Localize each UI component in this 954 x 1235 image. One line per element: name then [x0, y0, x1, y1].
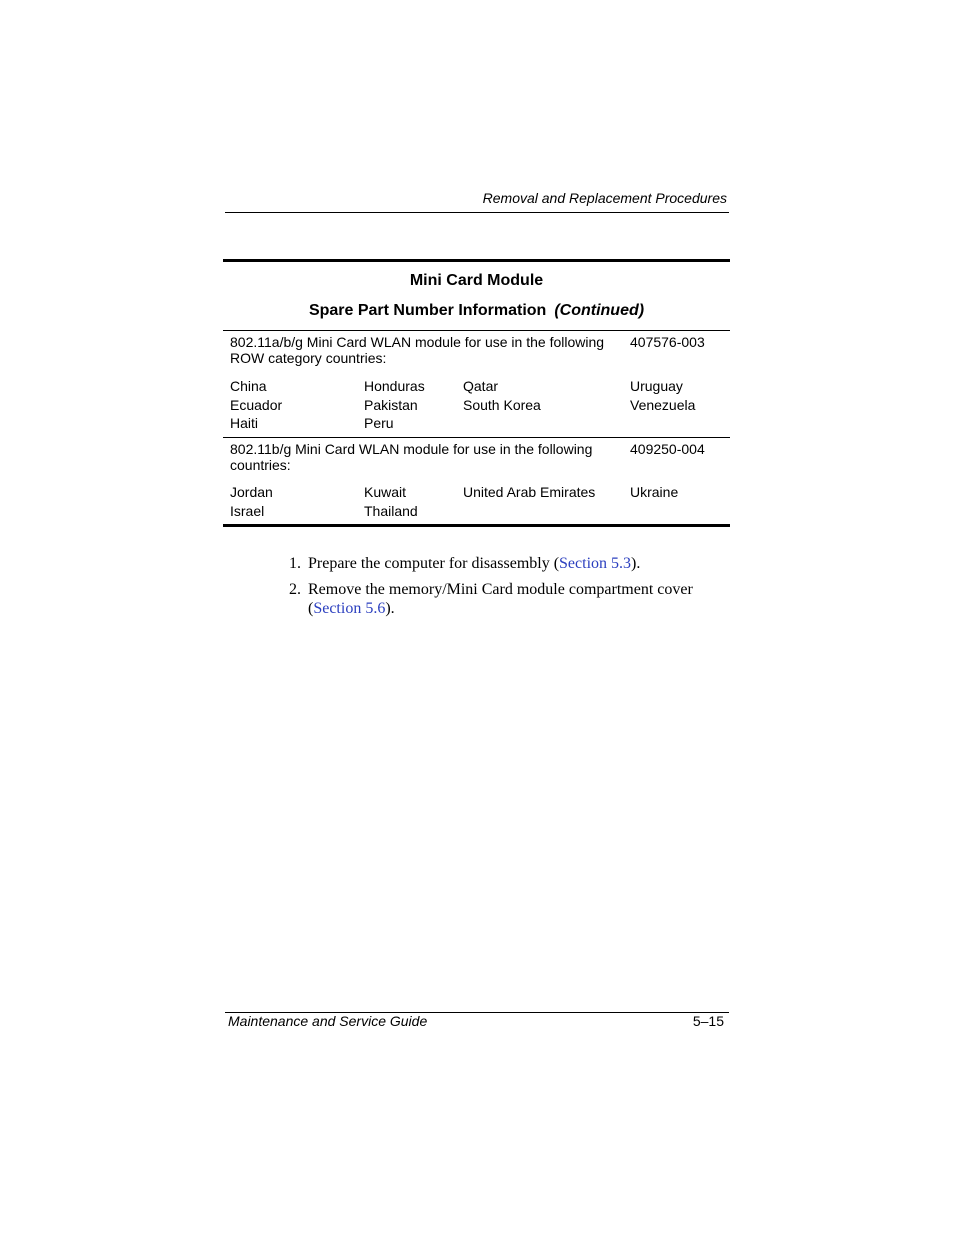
section-5-6-link[interactable]: Section 5.6	[313, 600, 386, 617]
table-top-rule	[223, 259, 730, 262]
country-column	[364, 483, 418, 520]
step-text-end: ).	[385, 600, 395, 617]
country: Israel	[230, 502, 265, 519]
list-item	[289, 554, 729, 573]
country: Kuwait	[364, 484, 407, 500]
country: Jordan	[230, 484, 273, 500]
country-column	[630, 377, 695, 414]
country-column	[463, 483, 595, 502]
country: Qatar	[463, 378, 499, 394]
page-number: 5–15	[692, 1013, 724, 1029]
step-text-end: ).	[631, 555, 641, 572]
country-column	[230, 377, 282, 433]
table-subtitle	[223, 300, 730, 322]
country: Ukraine	[630, 484, 679, 500]
header-rule	[225, 212, 729, 213]
table-row	[223, 438, 730, 524]
table-row	[223, 331, 730, 437]
country: Uruguay	[630, 378, 683, 394]
country: Peru	[364, 415, 394, 431]
country: Ecuador	[230, 396, 283, 413]
country: Thailand	[364, 502, 418, 519]
country-column	[630, 483, 678, 502]
step-number: 2.	[289, 581, 301, 598]
running-header: Removal and Replacement Procedures	[482, 190, 727, 206]
country-column	[463, 377, 541, 414]
subtitle-continued: (Continued)	[554, 302, 645, 319]
spare-part-table	[223, 259, 730, 527]
step-text: Remove the memory/Mini Card module compartment cover (	[308, 581, 693, 617]
list-item	[289, 580, 729, 618]
country: Honduras	[364, 378, 425, 394]
procedure-steps	[289, 554, 729, 625]
table-bottom-rule	[223, 524, 730, 527]
country: China	[230, 378, 267, 394]
country-column	[364, 377, 425, 433]
step-number: 1.	[289, 555, 301, 572]
row-part-number: 409250-004	[630, 441, 705, 457]
country: Venezuela	[630, 396, 696, 413]
row-part-number: 407576-003	[630, 334, 705, 350]
country: South Korea	[463, 396, 541, 413]
subtitle-text: Spare Part Number Information	[308, 302, 547, 319]
country: United Arab Emirates	[463, 484, 596, 500]
row-description: 802.11a/b/g Mini Card WLAN module for use in the following ROW category countries:	[230, 334, 605, 366]
section-5-3-link[interactable]: Section 5.3	[559, 555, 632, 572]
country: Haiti	[230, 415, 259, 431]
country: Pakistan	[364, 396, 418, 413]
country-column	[230, 483, 273, 520]
footer-title: Maintenance and Service Guide	[228, 1013, 428, 1029]
row-description: 802.11b/g Mini Card WLAN module for use in the following countries:	[230, 441, 593, 473]
step-text: Prepare the computer for disassembly (	[308, 555, 560, 572]
table-title: Mini Card Module	[409, 272, 544, 289]
